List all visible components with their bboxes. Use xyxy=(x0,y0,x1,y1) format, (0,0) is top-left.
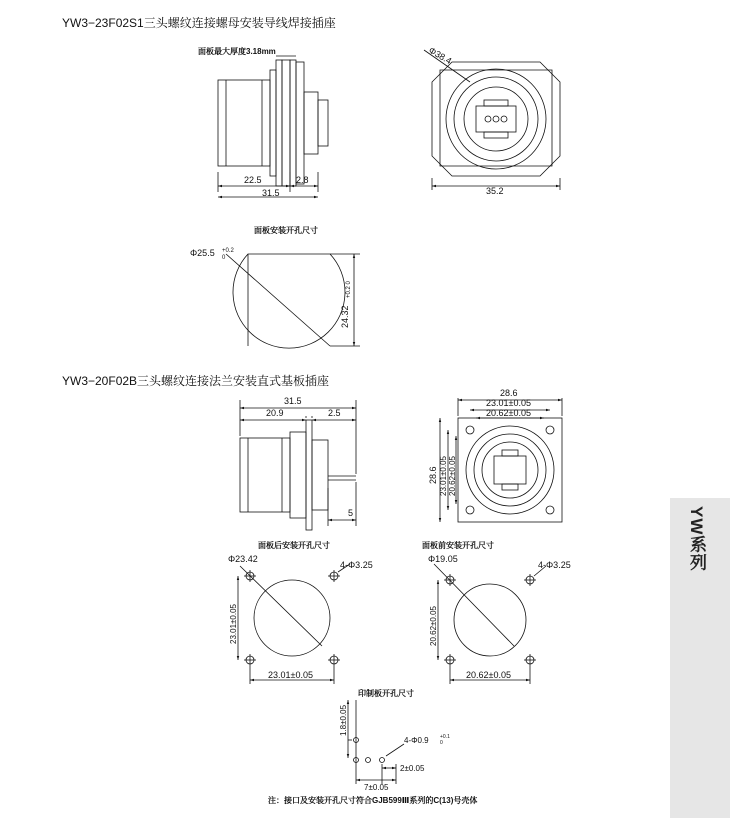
dim-w3: 20.62±0.05 xyxy=(486,408,531,418)
pcb-v: 1.8±0.05 xyxy=(339,704,348,736)
panel-thickness-note: 面板最大厚度3.18mm xyxy=(198,47,276,56)
front-view-1 xyxy=(424,50,560,190)
pcb-cutout xyxy=(348,700,404,784)
section2-title: YW3−20F02B三头螺纹连接法兰安装直式基板插座 xyxy=(62,374,330,388)
cutout-flat-tol: +0.2 0 xyxy=(346,281,352,298)
dim-a: 22.5 xyxy=(244,175,262,185)
dim-b: 2.8 xyxy=(296,175,309,185)
rear-pitch-h: 23.01±0.05 xyxy=(268,670,313,680)
pcb-cutout-caption: 印制板开孔尺寸 xyxy=(358,689,414,698)
section1-title: YW3−23F02S1三头螺纹连接螺母安装导线焊接插座 xyxy=(62,16,336,30)
cutout-dia: Φ25.5 xyxy=(190,248,215,258)
sidebar-label: YW系列 xyxy=(687,506,706,572)
front-cutout-caption: 面板前安装开孔尺寸 xyxy=(422,541,494,550)
pcb-h2: 2±0.05 xyxy=(400,764,425,773)
rear-holes: 4-Φ3.25 xyxy=(340,560,373,570)
pcb-h1: 7±0.05 xyxy=(364,783,389,792)
rear-cutout xyxy=(238,564,350,684)
front-pitch-v: 20.62±0.05 xyxy=(429,606,438,646)
footnote: 注：接口及安装开孔尺寸符合GJB599Ⅲ系列的C(13)号壳体 xyxy=(268,796,478,805)
side-view-2 xyxy=(240,400,356,530)
dim-w1-v: 28.6 xyxy=(428,466,438,484)
front-holes: 4-Φ3.25 xyxy=(538,560,571,570)
dim-flange: 2.5 xyxy=(328,408,341,418)
front-dia: Φ19.05 xyxy=(428,554,458,564)
dim-c: 31.5 xyxy=(262,188,280,198)
dim-pin: 5 xyxy=(348,508,354,518)
dim-e: 35.2 xyxy=(486,186,504,196)
panel-cutout-1 xyxy=(226,254,360,348)
front-cutout xyxy=(434,564,546,684)
cutout-flat: 24.32 xyxy=(340,305,350,328)
dim-w3-v: 20.62±0.05 xyxy=(448,456,457,496)
dim-w2: 23.01±0.05 xyxy=(486,398,531,408)
cutout-dia-tol-bot: 0 xyxy=(222,255,226,261)
cutout-caption: 面板安装开孔尺寸 xyxy=(254,226,318,235)
cutout-dia-tol-top: +0.2 xyxy=(222,248,234,254)
pcb-holes: 4-Φ0.9 xyxy=(404,736,429,745)
pcb-holes-tol-top: +0.1 xyxy=(440,734,450,740)
side-view-1 xyxy=(218,56,328,197)
rear-cutout-caption: 面板后安装开孔尺寸 xyxy=(258,541,330,550)
rear-pitch-v: 23.01±0.05 xyxy=(229,604,238,644)
rear-dia: Φ23.42 xyxy=(228,554,258,564)
dim-len: 31.5 xyxy=(284,396,302,406)
dim-body: 20.9 xyxy=(266,408,284,418)
pcb-holes-tol-bot: 0 xyxy=(440,740,443,746)
dim-d: Φ38.4 xyxy=(427,45,454,67)
dim-w1: 28.6 xyxy=(500,388,518,398)
dim-w2-v: 23.01±0.05 xyxy=(439,456,448,496)
front-pitch-h: 20.62±0.05 xyxy=(466,670,511,680)
